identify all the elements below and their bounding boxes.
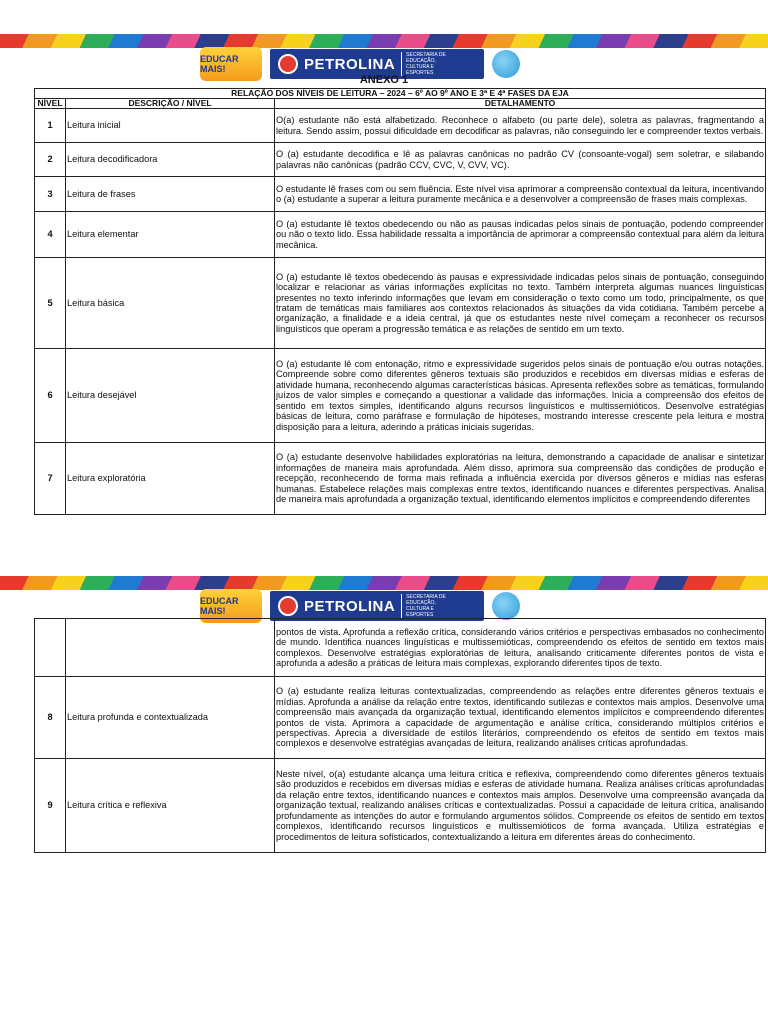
petrolina-seal-icon	[278, 596, 298, 616]
level-detail: O(a) estudante não está alfabetizado. Reconhece o alfabeto (ou parte dele), soletra as palavras, fragmentando a leitura. Sendo assim, possui dificuldade em decodificar as palavras, não conseguindo ler e compreender textos verbais.	[275, 109, 766, 143]
levels-table-page2	[34, 618, 766, 853]
petrolina-name: PETROLINA	[304, 597, 396, 615]
level-detail: O (a) estudante decodifica e lê as palavras canônicas no padrão CV (consoante-vogal) sem soletrar, e silabando palavras não canônicas (padrão CCV, CVC, V, CVV, VC).	[275, 143, 766, 177]
levels-table-page1	[34, 88, 766, 515]
level-description	[66, 619, 275, 677]
level-detail: Neste nível, o(a) estudante alcança uma leitura crítica e reflexiva, compreendendo como diferentes gêneros textuais são produzidos e recebidos em diversas mídias e esferas de atividade humana. Realiza análises críticas aprofundadas da relação entre textos, identificando nuances e contextos mais amplos. Desenvolve uma compreensão avançada da organização textual, realizando análises críticas e contextualizadas. Possui a capacidade de leitura crítica, analisando profundamente as intenções do autor e formulando argumentos sólidos. Compreende os efeitos de sentido em textos complexos, identificando recursos linguísticos e multissemióticos de forma avançada. Utiliza estratégias e procedimentos de leitura sofisticados, contextualizando a leitura em diferentes áreas do conhecimento.	[275, 759, 766, 853]
table-row	[35, 143, 766, 177]
level-number: 3	[35, 177, 66, 212]
table-row	[35, 109, 766, 143]
table-row	[35, 258, 766, 349]
level-description: Leitura de frases	[66, 177, 275, 212]
table-row	[35, 759, 766, 853]
level-description: Leitura desejável	[66, 349, 275, 443]
level-description: Leitura exploratória	[66, 443, 275, 515]
level-number: 6	[35, 349, 66, 443]
level-description: Leitura crítica e reflexiva	[66, 759, 275, 853]
petrolina-seal-icon	[278, 54, 298, 74]
level-number: 5	[35, 258, 66, 349]
level-detail: O (a) estudante lê com entonação, ritmo e expressividade sugeridos pelos sinais de pontuação e/ou outras notações. Compreende sobre como diferentes gêneros textuais são produzidos e recebidos em diversas mídias e esferas de atividade humana, reconhecendo algumas características básicas. Apresenta reflexões sobre as temáticas, formulando juízos de valor simples e começando a questionar a validade das informações. Inicia a compreensão dos efeitos de sentido em textos simples, identificando alguns recursos linguísticos e multissemióticos. Desenvolve estratégias básicas de leitura, como paráfrase e formulação de hipóteses, mostrando interesse crescente pela leitura e mostra disposição para a leitura, aderindo a práticas iniciais sugeridas.	[275, 349, 766, 443]
level-number: 7	[35, 443, 66, 515]
level-description: Leitura básica	[66, 258, 275, 349]
petrolina-logo	[270, 591, 484, 621]
table-row	[35, 349, 766, 443]
level-description: Leitura inicial	[66, 109, 275, 143]
col-header-detail: DETALHAMENTO	[275, 99, 766, 109]
table-row	[35, 212, 766, 258]
page1-banner	[0, 20, 768, 76]
level-detail: O (a) estudante desenvolve habilidades exploratórias na leitura, demonstrando a capacidade de analisar e sintetizar informações de maneira mais aprofundada. Além disso, aprimora sua compreensão das condições de produção e recepção, reconhecendo de forma mais refinada a influência exercida por diversos gêneros e mídias nas esferas humanas. Estabelece relações mais complexas entre textos, identificando nuances e diferentes perspectivas. Analisa de maneira mais aprofundada a organização textual, identificando elementos implícitos e compreendendo diferentes	[275, 443, 766, 515]
level-detail: O (a) estudante lê textos obedecendo ou não as pausas indicadas pelos sinais de pontuação, podendo compreender ou não o texto lido. Essa habilidade ressalta a importância de aprimorar a compreensão contextual para além da leitura mecânica.	[275, 212, 766, 258]
level-detail: O (a) estudante realiza leituras contextualizadas, compreendendo as relações entre diferentes gêneros textuais e mídias. Aprofunda a análise da relação entre textos, identificando sutilezas e contextos mais amplos. Desenvolve uma compreensão mais avançada da organização textual, identificando elementos implícitos e compreendendo diferentes pontos de vista. Aprimora a capacidade de argumentação e análise crítica, considerando múltiplos critérios e perspectivas. Aprecia a diversidade de estilos literários, compreendendo os efeitos de sentido em textos mais complexos e desenvolve estratégias avançadas de leitura, realizando análises críticas aprofundadas.	[275, 677, 766, 759]
table-row	[35, 677, 766, 759]
level-detail: O (a) estudante lê textos obedecendo às pausas e expressividade indicadas pelos sinais de pontuação, conseguindo localizar e relacionar as várias informações explícitas no texto. Também interpreta algumas nuances linguísticas presentes no texto inferindo informações que levam em consideração o texto como um todo, principalmente, os que tratam de temáticas mais familiares aos contextos relacionados às situações da vida cotidiana. Também percebe a organização, a finalidade e a ideia central, já que os estudantes neste nível começam a reconhecer os recursos linguísticos que operam a progressão temática e as relações de sentido em um texto.	[275, 258, 766, 349]
col-header-description: DESCRIÇÃO / NÍVEL	[66, 99, 275, 109]
educar-logo-text: EDUCAR MAIS!	[200, 596, 239, 616]
table-row	[35, 177, 766, 212]
table-row	[35, 443, 766, 515]
page2-banner	[0, 562, 768, 618]
annex-title: ANEXO 1	[359, 74, 409, 86]
secretaria-text: SECRETARIA DE EDUCAÇÃO, CULTURA E ESPORTES	[401, 594, 454, 618]
level-description: Leitura decodificadora	[66, 143, 275, 177]
level-number: 4	[35, 212, 66, 258]
level-description: Leitura profunda e contextualizada	[66, 677, 275, 759]
level-description: Leitura elementar	[66, 212, 275, 258]
table-title: RELAÇÃO DOS NÍVEIS DE LEITURA – 2024 – 6º AO 9º ANO E 3ª E 4ª FASES DA EJA	[35, 89, 766, 99]
level-number: 9	[35, 759, 66, 853]
level-detail: O estudante lê frases com ou sem fluência. Este nível visa aprimorar a compreensão contextual da leitura, incentivando o (a) estudante a superar a leitura puramente mecânica e a desenvolver a compreensão de frases mais complexas.	[275, 177, 766, 212]
educar-logo-text: EDUCAR MAIS!	[200, 54, 239, 74]
level-number: 1	[35, 109, 66, 143]
level-number	[35, 619, 66, 677]
petrolina-name: PETROLINA	[304, 55, 396, 73]
col-header-level: NÍVEL	[35, 99, 66, 109]
mascot-icon	[492, 592, 520, 620]
level-detail: pontos de vista. Aprofunda a reflexão crítica, considerando vários critérios e perspectivas embasados no conhecimento de mundo. Identifica nuances linguísticas e multissemióticas, compreendendo os efeitos de sentido em textos mais complexos. Desenvolve estratégias exploratórias de leitura, analisando criticamente diferentes pontos de vista e aprofunda a adesão a práticas de leitura mais complexas, explorando diferentes tipos de texto.	[275, 619, 766, 677]
secretaria-text: SECRETARIA DE EDUCAÇÃO, CULTURA E ESPORTES	[401, 52, 454, 76]
table-row	[35, 619, 766, 677]
level-number: 2	[35, 143, 66, 177]
level-number: 8	[35, 677, 66, 759]
